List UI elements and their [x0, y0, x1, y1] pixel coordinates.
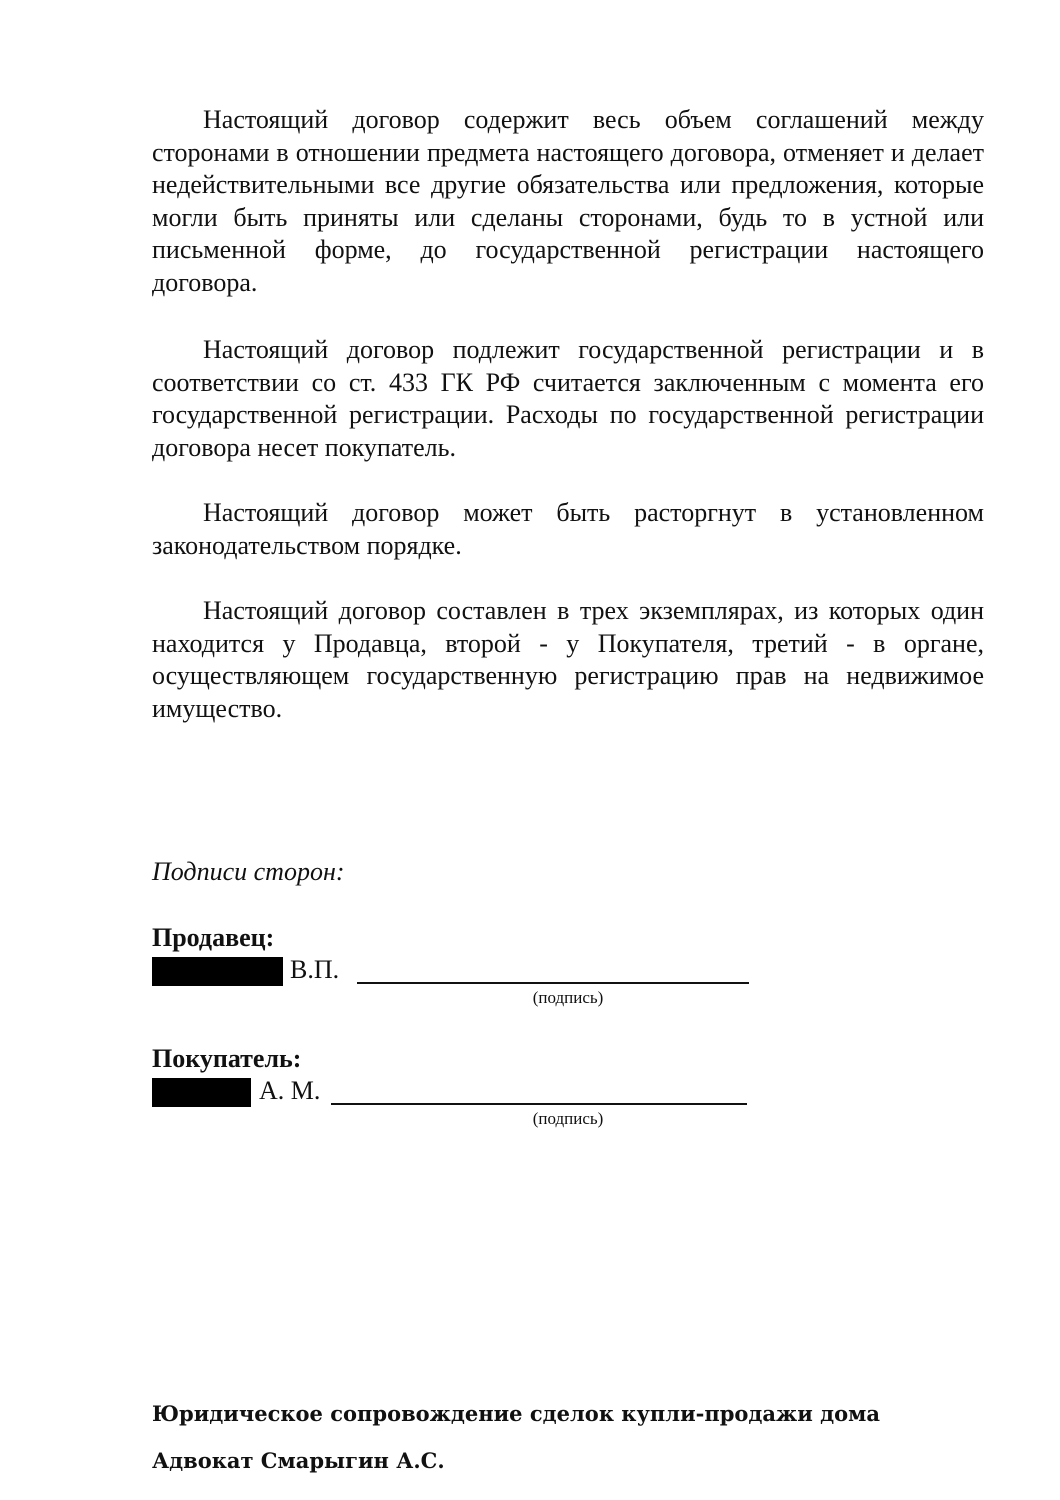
- seller-initials: В.П.: [290, 955, 340, 984]
- seller-signature-line: [357, 982, 749, 984]
- paragraph-entire-agreement: Настоящий договор содержит весь объем соглашений между сторонами в отношении предмета настоящего договора, отменяет и делает недействительными все другие обязательства или предложения, которые могли быть приняты или сделаны сторонами, будь то в устной или письменной форме, до государственной регистрации настоящего договора.: [152, 105, 984, 297]
- footer-service-line: Юридическое сопровождение сделок купли-продажи дома: [152, 1401, 880, 1426]
- footer-lawyer-line: Адвокат Смарыгин А.С.: [152, 1448, 445, 1473]
- seller-label: Продавец:: [152, 923, 275, 952]
- buyer-initials: А. М.: [259, 1076, 321, 1105]
- seller-signature-caption: (подпись): [532, 988, 604, 1007]
- seller-name-redaction: [152, 957, 283, 986]
- buyer-signature-line: [331, 1103, 747, 1105]
- buyer-signature-caption: (подпись): [532, 1109, 604, 1128]
- paragraph-termination: Настоящий договор может быть расторгнут в установленном законодательством порядке.: [152, 498, 984, 560]
- signatures-title: Подписи сторон:: [152, 857, 345, 886]
- buyer-name-redaction: [152, 1078, 251, 1107]
- buyer-label: Покупатель:: [152, 1044, 302, 1073]
- paragraph-state-registration: Настоящий договор подлежит государственной регистрации и в соответствии со ст. 433 ГК РФ считается заключенным с момента его государственной регистрации. Расходы по государственной регистрации договора несет покупатель.: [152, 335, 984, 462]
- paragraph-copies: Настоящий договор составлен в трех экземплярах, из которых один находится у Продавца, второй - у Покупателя, третий - в органе, осуществляющем государственную регистрацию прав на недвижимое имущество.: [152, 596, 984, 723]
